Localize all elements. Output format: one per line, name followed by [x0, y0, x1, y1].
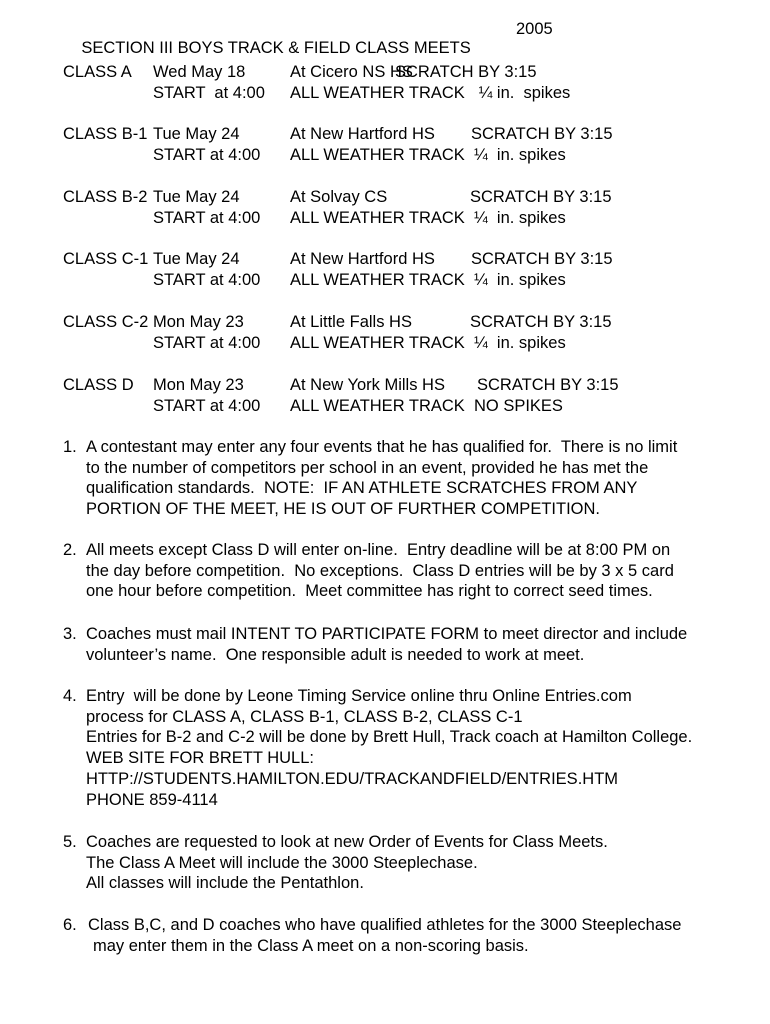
note-line: All classes will include the Pentathlon.	[86, 874, 364, 893]
class-location: At New Hartford HS	[290, 250, 435, 268]
note-line: Entries for B-2 and C-2 will be done by Brett Hull, Track coach at Hamilton College.	[86, 728, 693, 747]
class-location: At New Hartford HS	[290, 125, 435, 143]
class-location: At Cicero NS HS	[290, 63, 413, 81]
class-name: CLASS C-1	[63, 250, 149, 268]
class-track: ALL WEATHER TRACK NO SPIKES	[290, 397, 563, 415]
note-line: qualification standards. NOTE: IF AN ATHLETE SCRATCHES FROM ANY	[86, 479, 638, 498]
note-line: Class B,C, and D coaches who have qualified athletes for the 3000 Steeplechase	[88, 916, 682, 934]
note-url: HTTP://STUDENTS.HAMILTON.EDU/TRACKANDFIELD/ENTRIES.HTM	[86, 769, 619, 788]
note-line: volunteer’s name. One responsible adult is needed to work at meet.	[86, 645, 585, 664]
note-line: one hour before competition. Meet committee has right to correct seed times.	[86, 582, 653, 601]
class-date: Mon May 23	[153, 313, 244, 331]
class-scratch: SCRATCH BY 3:15	[470, 188, 612, 206]
class-start: START at 4:00	[153, 146, 261, 164]
class-block-b2	[63, 187, 753, 231]
class-name: CLASS C-2	[63, 313, 149, 331]
note-line: The Class A Meet will include the 3000 Steeplechase.	[86, 853, 478, 872]
class-name: CLASS A	[63, 63, 132, 81]
class-start: START at 4:00	[153, 334, 261, 352]
class-date: Tue May 24	[153, 188, 240, 206]
class-start: START at 4:00	[153, 397, 261, 415]
note-line: may enter them in the Class A meet on a non-scoring basis.	[93, 936, 529, 955]
class-track: ALL WEATHER TRACK ¼ in. spikes	[290, 84, 571, 102]
class-scratch: SCRATCH BY 3:15	[477, 376, 619, 394]
class-date: Mon May 23	[153, 376, 244, 394]
class-date: Tue May 24	[153, 125, 240, 143]
class-block-a	[63, 62, 753, 106]
class-block-c1	[63, 249, 753, 293]
class-scratch: SCRATCH BY 3:15	[471, 125, 613, 143]
note-line: to the number of competitors per school in an event, provided he has met the	[86, 458, 649, 477]
class-location: At Solvay CS	[290, 188, 388, 206]
note-body	[86, 624, 756, 665]
class-date: Tue May 24	[153, 250, 240, 268]
class-block-d	[63, 375, 753, 419]
note-number: 5.	[63, 833, 77, 851]
class-location: At Little Falls HS	[290, 313, 412, 331]
note-body	[86, 686, 756, 810]
note-body	[88, 915, 758, 956]
note-number: 4.	[63, 687, 77, 705]
class-scratch: SCRATCH BY 3:15	[395, 63, 537, 81]
note-line: WEB SITE FOR BRETT HULL:	[86, 749, 314, 768]
class-name: CLASS D	[63, 376, 134, 394]
class-track: ALL WEATHER TRACK ¼ in. spikes	[290, 334, 566, 352]
note-number: 6.	[63, 916, 77, 934]
note-line: PHONE 859-4114	[86, 790, 218, 809]
class-start: START at 4:00	[153, 84, 265, 102]
note-body	[86, 437, 756, 520]
note-line: process for CLASS A, CLASS B-1, CLASS B-2, CLASS C-1	[86, 707, 523, 726]
class-start: START at 4:00	[153, 271, 261, 289]
class-location: At New York Mills HS	[290, 376, 445, 394]
class-name: CLASS B-2	[63, 188, 148, 206]
class-start: START at 4:00	[153, 209, 261, 227]
note-body	[86, 832, 756, 894]
class-date: Wed May 18	[153, 63, 246, 81]
class-scratch: SCRATCH BY 3:15	[471, 250, 613, 268]
class-name: CLASS B-1	[63, 125, 148, 143]
class-track: ALL WEATHER TRACK ¼ in. spikes	[290, 209, 566, 227]
class-track: ALL WEATHER TRACK ¼ in. spikes	[290, 271, 566, 289]
note-number: 3.	[63, 625, 77, 643]
note-line: the day before competition. No exceptions. Class D entries will be by 3 x 5 card	[86, 561, 674, 580]
note-number: 1.	[63, 438, 77, 456]
class-block-b1	[63, 124, 753, 168]
title-year: 2005	[516, 20, 553, 38]
note-line: Entry will be done by Leone Timing Service online thru Online Entries.com	[86, 687, 632, 705]
note-line: A contestant may enter any four events that he has qualified for. There is no limit	[86, 438, 678, 456]
note-number: 2.	[63, 541, 77, 559]
note-line: Coaches must mail INTENT TO PARTICIPATE FORM to meet director and include	[86, 625, 688, 643]
title-text: SECTION III BOYS TRACK & FIELD CLASS MEETS	[81, 39, 471, 57]
class-track: ALL WEATHER TRACK ¼ in. spikes	[290, 146, 566, 164]
note-body	[86, 540, 756, 602]
note-line: PORTION OF THE MEET, HE IS OUT OF FURTHER COMPETITION.	[86, 500, 600, 519]
class-block-c2	[63, 312, 753, 356]
note-line: Coaches are requested to look at new Order of Events for Class Meets.	[86, 833, 608, 851]
note-line: All meets except Class D will enter on-line. Entry deadline will be at 8:00 PM on	[86, 541, 671, 559]
class-scratch: SCRATCH BY 3:15	[470, 313, 612, 331]
